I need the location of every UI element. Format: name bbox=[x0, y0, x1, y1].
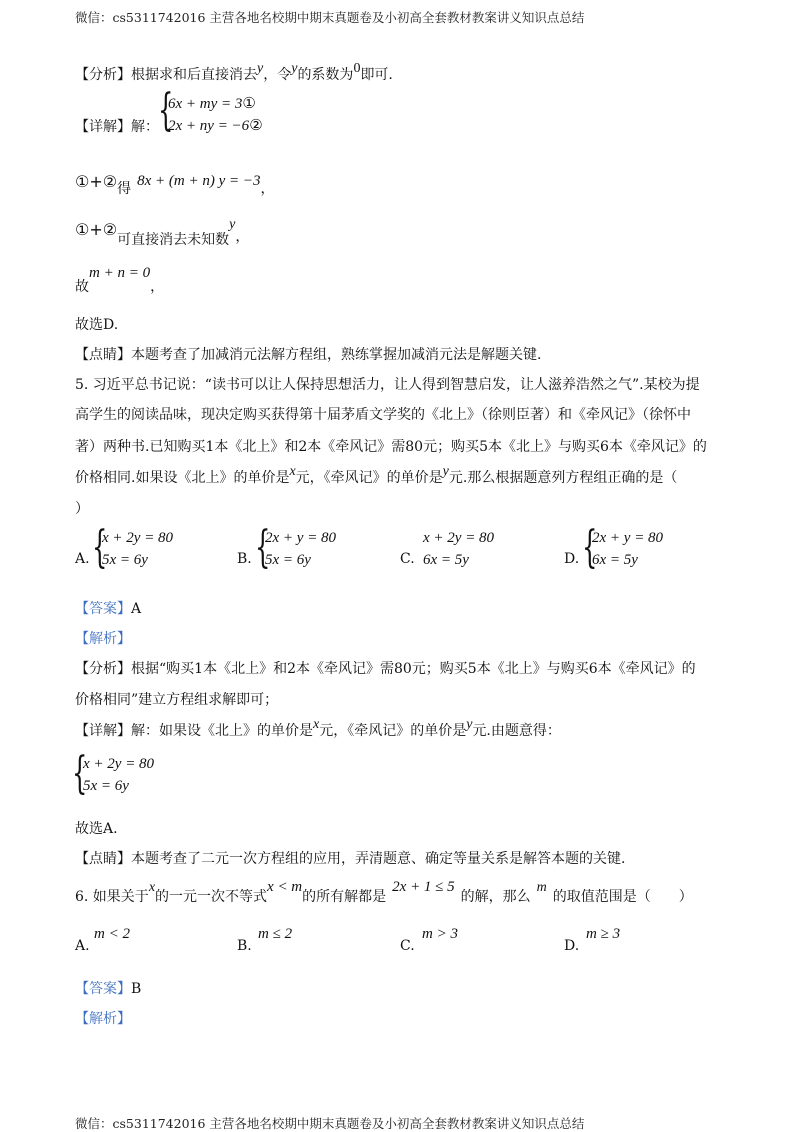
gu-equation: m + n = 0 bbox=[89, 265, 151, 281]
q6-jiexi-tag: 【解析】 bbox=[75, 1011, 131, 1027]
gu-text: 故 bbox=[75, 279, 89, 295]
option-eq-2: 6x = 5y bbox=[592, 552, 638, 568]
analysis-text: 的系数为 bbox=[297, 67, 354, 83]
var-x: x bbox=[313, 717, 320, 732]
q6-option-b: m ≤ 2 bbox=[258, 926, 293, 942]
stem-text: 元，《牵风记》的单价是 bbox=[295, 470, 443, 486]
answer-value: B bbox=[131, 981, 142, 997]
q4-system bbox=[168, 92, 263, 136]
analysis-tag: 【分析】 bbox=[75, 67, 131, 83]
q5-option-d bbox=[592, 527, 663, 571]
detail-text: 解：如果设《北上》的单价是 bbox=[131, 723, 313, 739]
q5-stem-4 bbox=[75, 464, 678, 487]
dianjing-tag: 【点睛】 bbox=[75, 347, 131, 363]
stem-text: 价格相同.如果设《北上》的单价是 bbox=[75, 470, 290, 486]
left-brace: { bbox=[158, 85, 174, 136]
sum-equation: 8x + (m + n) y = −3 bbox=[137, 173, 261, 189]
detail-tag: 【详解】 bbox=[75, 723, 131, 739]
q4-analysis bbox=[75, 61, 393, 84]
q6-option-c-label: C. bbox=[400, 938, 415, 954]
q5-detail bbox=[75, 717, 561, 740]
stem-text: 的所有解都是 bbox=[302, 889, 387, 905]
var-x: x bbox=[148, 880, 156, 895]
option-eq-1: 2x + y = 80 bbox=[265, 530, 337, 546]
number-zero: 0 bbox=[353, 61, 361, 76]
stem-text: 6. 如果关于 bbox=[75, 889, 149, 905]
dianjing-text: 本题考查了加减消元法解方程组，熟练掌握加减消元法是解题关键. bbox=[131, 347, 542, 363]
analysis-text: ，令 bbox=[263, 67, 292, 83]
detail-text: 元，《牵风记》的单价是 bbox=[319, 723, 467, 739]
inequality-2: 2x + 1 ≤ 5 bbox=[392, 879, 455, 895]
solution-eq-2: 5x = 6y bbox=[83, 778, 129, 794]
q5-option-c-label: C. bbox=[400, 551, 415, 567]
q6-answer bbox=[75, 978, 141, 998]
page-footer: 微信：cs5311742016 主营各地名校期中期末真题卷及小初高全套教材教案讲义知识点总结 bbox=[75, 1116, 585, 1131]
answer-tag: 【答案】 bbox=[75, 981, 131, 997]
q6-option-b-label: B. bbox=[237, 938, 252, 954]
q5-option-c bbox=[423, 527, 494, 571]
stem-text: 元.那么根据题意列方程组正确的是（ bbox=[448, 470, 678, 486]
left-brace: { bbox=[92, 522, 108, 573]
var-x: x bbox=[289, 464, 296, 479]
sum-marks: ①+② bbox=[75, 172, 118, 191]
var-y: y bbox=[291, 61, 298, 76]
analysis-tag: 【分析】 bbox=[75, 661, 131, 677]
page-header: 微信：cs5311742016 主营各地名校期中期末真题卷及小初高全套教材教案讲义知识点总结 bbox=[75, 10, 585, 25]
answer-tag: 【答案】 bbox=[75, 601, 131, 617]
option-eq-2: 5x = 6y bbox=[102, 552, 148, 568]
punct: ， bbox=[260, 181, 275, 197]
q4-gu-line bbox=[75, 262, 165, 295]
answer-value: A bbox=[131, 601, 142, 617]
q5-dianjing bbox=[75, 848, 625, 868]
option-eq-2: 5x = 6y bbox=[265, 552, 311, 568]
q4-dianjing bbox=[75, 344, 541, 364]
punct: ， bbox=[150, 279, 165, 295]
dianjing-text: 本题考查了二元一次方程组的应用，弄清题意、确定等量关系是解答本题的关键. bbox=[131, 851, 626, 867]
q6-option-c: m > 3 bbox=[422, 926, 458, 942]
circle-mark-2: ② bbox=[249, 116, 263, 134]
solution-eq-1: x + 2y = 80 bbox=[83, 756, 155, 772]
q5-stem-2: 高学生的阅读品味，现决定购买获得第十届茅盾文学奖的《北上》（徐则臣著）和《牵风记》（徐怀中 bbox=[75, 407, 691, 423]
analysis-text: 即可. bbox=[360, 67, 393, 83]
option-eq-2: 6x = 5y bbox=[423, 552, 469, 568]
sum-marks: ①+② bbox=[75, 220, 118, 239]
var-y: y bbox=[257, 61, 264, 76]
q5-option-d-label: D. bbox=[564, 551, 580, 567]
left-brace: { bbox=[582, 522, 598, 573]
equation-2: 2x + ny = −6 bbox=[168, 118, 250, 134]
analysis-text: 根据“购买1本《北上》和2本《牵风记》需80元；购买5本《北上》与购买6本《牵风记》的 bbox=[131, 661, 696, 677]
q4-detail-tag: 【详解】解： bbox=[75, 119, 159, 135]
q5-answer bbox=[75, 598, 141, 618]
q6-option-a-label: A. bbox=[75, 938, 90, 954]
var-y: y bbox=[466, 717, 473, 732]
q5-choice: 故选A. bbox=[75, 821, 118, 837]
q5-stem-3: 著）两种书.已知购买1本《北上》和2本《牵风记》需80元；购买5本《北上》与购买6本《牵风记》的 bbox=[75, 439, 707, 455]
dianjing-tag: 【点睛】 bbox=[75, 851, 131, 867]
de-text: 得 bbox=[117, 181, 132, 197]
left-brace: { bbox=[255, 522, 271, 573]
q5-analysis-2: 价格相同”建立方程组求解即可； bbox=[75, 692, 279, 708]
q6-stem bbox=[75, 879, 693, 906]
stem-text: 的一元一次不等式 bbox=[155, 889, 268, 905]
equation-1: 6x + my = 3 bbox=[168, 96, 243, 112]
circle-mark-1: ① bbox=[242, 94, 256, 112]
q5-jiexi-tag: 【解析】 bbox=[75, 631, 131, 647]
inequality-1: x < m bbox=[267, 879, 303, 895]
stem-text: 的取值范围是（ ） bbox=[552, 889, 693, 905]
option-eq-1: 2x + y = 80 bbox=[592, 530, 664, 546]
stem-text: 的解，那么 bbox=[460, 889, 531, 905]
q5-analysis-1 bbox=[75, 658, 696, 678]
analysis-text: 根据求和后直接消去 bbox=[131, 67, 257, 83]
q5-option-a-label: A. bbox=[75, 551, 90, 567]
q5-stem-1: 5. 习近平总书记说：“读书可以让人保持思想活力，让人得到智慧启发，让人滋养浩然之气”.某校为提 bbox=[75, 377, 700, 393]
elim-text: 可直接消去未知数 bbox=[117, 232, 230, 248]
q6-option-d-label: D. bbox=[564, 938, 580, 954]
var-y: y bbox=[442, 464, 449, 479]
punct: ， bbox=[235, 229, 250, 245]
q4-elim-line bbox=[75, 217, 250, 248]
q4-sum-line bbox=[75, 172, 275, 197]
detail-text: 元.由题意得： bbox=[472, 723, 561, 739]
q4-choice: 故选D. bbox=[75, 317, 119, 333]
left-brace: { bbox=[72, 748, 88, 799]
q5-option-a bbox=[102, 527, 173, 571]
option-eq-1: x + 2y = 80 bbox=[102, 530, 174, 546]
option-eq-1: x + 2y = 80 bbox=[423, 530, 495, 546]
var-y: y bbox=[229, 217, 236, 232]
var-m: m bbox=[536, 880, 547, 895]
q5-stem-5: ） bbox=[75, 501, 89, 517]
q5-option-b bbox=[265, 527, 336, 571]
q6-option-d: m ≥ 3 bbox=[586, 926, 621, 942]
q6-option-a: m < 2 bbox=[94, 926, 130, 942]
q5-solution-system bbox=[83, 753, 154, 797]
q5-option-b-label: B. bbox=[237, 551, 252, 567]
